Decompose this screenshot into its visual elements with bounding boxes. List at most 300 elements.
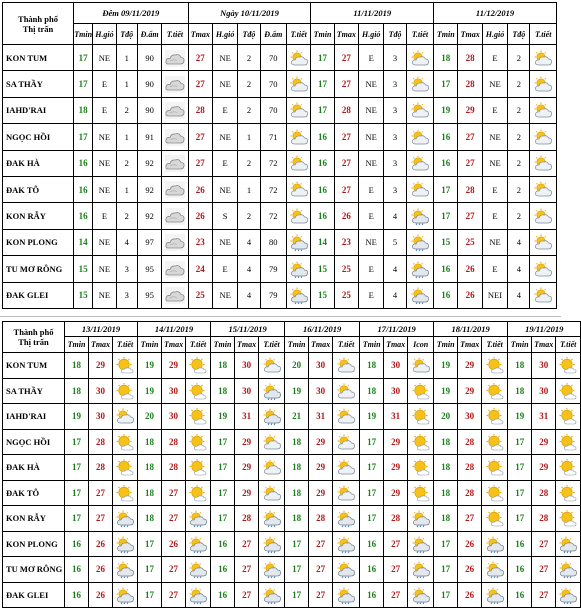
column-header: T.tiết	[286, 24, 310, 45]
group-date-header: 14/11/2019	[138, 322, 211, 337]
value-cell: 2	[116, 203, 137, 229]
value-cell: NE	[93, 176, 116, 202]
weather-icon-cell	[482, 429, 508, 455]
value-cell: 28	[458, 455, 482, 481]
value-cell: 26	[89, 531, 113, 557]
value-cell: 16	[74, 176, 93, 202]
value-cell: 29	[458, 353, 482, 379]
sunny-partly-cloudy-icon	[188, 357, 208, 374]
station-name: TU MƠ RÔNG	[3, 256, 74, 282]
sun-behind-cloud-icon	[533, 50, 553, 67]
forecast-table-2	[2, 321, 581, 608]
overcast-cloud-icon	[165, 76, 185, 93]
weather-icon-cell	[162, 203, 188, 229]
weather-icon-cell	[482, 353, 508, 379]
column-header: Tmin	[138, 337, 162, 353]
value-cell: 27	[162, 506, 186, 532]
column-header: T.tiết	[530, 24, 557, 45]
value-cell: 4	[384, 282, 406, 308]
sunny-partly-cloudy-icon	[485, 459, 505, 476]
value-cell: 3	[384, 45, 406, 71]
weather-icon-cell	[286, 150, 310, 176]
value-cell: NE	[212, 229, 237, 255]
value-cell: 95	[137, 282, 161, 308]
weather-icon-cell	[530, 229, 557, 255]
group-date-header: 13/11/2019	[65, 322, 138, 337]
value-cell: NE	[359, 97, 384, 123]
value-cell: 4	[384, 256, 406, 282]
sunny-partly-cloudy-icon	[558, 510, 578, 527]
sun-behind-cloud-icon	[410, 50, 430, 67]
group-date-header: Ngày 10/11/2019	[188, 3, 311, 24]
sun-cloud-rain-icon	[410, 234, 430, 251]
value-cell: 28	[458, 45, 482, 71]
value-cell: NE	[93, 45, 116, 71]
value-cell: NE	[212, 71, 237, 97]
value-cell: 30	[235, 353, 259, 379]
value-cell: 25	[334, 256, 358, 282]
sun-behind-cloud-icon	[262, 485, 282, 502]
sun-behind-cloud-icon	[410, 155, 430, 172]
value-cell: NE	[212, 176, 237, 202]
sun-behind-cloud-icon	[533, 76, 553, 93]
column-header: Tđộ	[384, 24, 406, 45]
value-cell: 18	[434, 429, 458, 455]
weather-icon-cell	[333, 480, 360, 506]
value-cell: 1	[116, 71, 137, 97]
sunny-partly-cloudy-icon	[188, 485, 208, 502]
value-cell: 16	[508, 557, 532, 583]
sun-cloud-rain-icon	[336, 536, 356, 553]
column-header: H.gió	[359, 24, 384, 45]
weather-icon-cell	[186, 378, 211, 404]
group-date-header: 15/11/2019	[211, 322, 285, 337]
value-cell: 1	[116, 176, 137, 202]
value-cell: E	[359, 45, 384, 71]
weather-icon-cell	[113, 531, 138, 557]
value-cell: 30	[458, 404, 482, 430]
value-cell: 3	[384, 97, 406, 123]
table-row	[3, 97, 557, 123]
value-cell: NE	[212, 282, 237, 308]
sunny-partly-cloudy-icon	[411, 434, 431, 451]
sun-behind-cloud-icon	[289, 76, 309, 93]
value-cell: 17	[434, 582, 458, 608]
value-cell: 27	[384, 531, 408, 557]
value-cell: E	[482, 97, 507, 123]
value-cell: 2	[508, 203, 530, 229]
station-name: NGỌC HỒI	[3, 124, 74, 150]
value-cell: 18	[65, 378, 89, 404]
column-header: Tmin	[434, 24, 458, 45]
table-row	[3, 71, 557, 97]
sun-behind-cloud-icon	[262, 459, 282, 476]
value-cell: 17	[285, 557, 309, 583]
sun-behind-cloud-icon	[289, 181, 309, 198]
weather-icon-cell	[530, 256, 557, 282]
value-cell: 16	[434, 282, 458, 308]
weather-icon-cell	[530, 203, 557, 229]
value-cell: 20	[434, 404, 458, 430]
weather-icon-cell	[406, 97, 433, 123]
weather-icon-cell	[408, 480, 434, 506]
sunny-partly-cloudy-icon	[115, 383, 135, 400]
weather-icon-cell	[113, 480, 138, 506]
column-header: Tđộ	[508, 24, 530, 45]
station-name: ĐAK TÔ	[3, 176, 74, 202]
value-cell: 20	[285, 353, 309, 379]
value-cell: 79	[260, 282, 286, 308]
column-header: T.tiết	[259, 337, 285, 353]
overcast-cloud-icon	[165, 155, 185, 172]
value-cell: 30	[384, 378, 408, 404]
column-header: Tmax	[532, 337, 556, 353]
sun-cloud-rain-icon	[485, 561, 505, 578]
weather-icon-cell	[556, 455, 581, 481]
weather-icon-cell	[556, 506, 581, 532]
column-header: Tmax	[334, 24, 358, 45]
sunny-partly-cloudy-icon	[115, 459, 135, 476]
weather-icon-cell	[162, 71, 188, 97]
value-cell: NEI	[482, 282, 507, 308]
value-cell: 18	[285, 506, 309, 532]
value-cell: 27	[458, 506, 482, 532]
sun-cloud-rain-icon	[262, 510, 282, 527]
value-cell: 1	[116, 45, 137, 71]
value-cell: 28	[89, 455, 113, 481]
value-cell: 28	[532, 480, 556, 506]
value-cell: E	[482, 176, 507, 202]
corner-header: Thành phố Thị trấn	[3, 322, 65, 353]
value-cell: 70	[260, 71, 286, 97]
sun-behind-cloud-icon	[411, 357, 431, 374]
column-header: Tmin	[285, 337, 309, 353]
value-cell: 28	[384, 506, 408, 532]
weather-icon-cell	[259, 582, 285, 608]
sunny-partly-cloudy-icon	[558, 357, 578, 374]
value-cell: 4	[508, 256, 530, 282]
sunny-partly-cloudy-icon	[188, 383, 208, 400]
overcast-cloud-icon	[165, 102, 185, 119]
value-cell: 21	[285, 404, 309, 430]
value-cell: 30	[162, 404, 186, 430]
value-cell: 27	[235, 531, 259, 557]
value-cell: 26	[458, 582, 482, 608]
weather-icon-cell	[333, 506, 360, 532]
weather-icon-cell	[406, 229, 433, 255]
sun-behind-cloud-icon	[533, 155, 553, 172]
value-cell: 17	[434, 203, 458, 229]
sun-cloud-rain-icon	[262, 587, 282, 604]
overcast-cloud-icon	[165, 261, 185, 278]
value-cell: 17	[508, 455, 532, 481]
value-cell: 18	[434, 480, 458, 506]
weather-icon-cell	[113, 353, 138, 379]
overcast-cloud-icon	[165, 50, 185, 67]
value-cell: 71	[260, 124, 286, 150]
sunny-partly-cloudy-icon	[485, 434, 505, 451]
value-cell: 18	[74, 97, 93, 123]
sun-behind-cloud-icon	[410, 181, 430, 198]
value-cell: 30	[532, 378, 556, 404]
weather-icon-cell	[113, 506, 138, 532]
sunny-partly-cloudy-icon	[115, 485, 135, 502]
table-row	[3, 150, 557, 176]
value-cell: 27	[334, 124, 358, 150]
value-cell: 15	[311, 256, 334, 282]
value-cell: 2	[508, 71, 530, 97]
table-row	[3, 506, 581, 532]
value-cell: 95	[137, 256, 161, 282]
overcast-cloud-icon	[165, 234, 185, 251]
value-cell: 91	[137, 124, 161, 150]
sunny-partly-cloudy-icon	[188, 434, 208, 451]
value-cell: 27	[532, 531, 556, 557]
value-cell: 17	[434, 176, 458, 202]
station-name: ĐAK HÀ	[3, 455, 65, 481]
sunny-partly-cloudy-icon	[485, 357, 505, 374]
table-row	[3, 353, 581, 379]
value-cell: 17	[138, 531, 162, 557]
weather-icon-cell	[406, 282, 433, 308]
value-cell: 26	[458, 282, 482, 308]
sun-behind-cloud-icon	[336, 459, 356, 476]
column-header: Tmin	[74, 24, 93, 45]
sun-behind-cloud-icon	[262, 357, 282, 374]
weather-icon-cell	[406, 71, 433, 97]
value-cell: E	[482, 256, 507, 282]
value-cell: 80	[260, 229, 286, 255]
value-cell: 27	[384, 557, 408, 583]
value-cell: 72	[260, 176, 286, 202]
table-row	[3, 124, 557, 150]
weather-icon-cell	[286, 203, 310, 229]
column-header: H.gió	[482, 24, 507, 45]
sun-cloud-rain-icon	[289, 261, 309, 278]
value-cell: 28	[162, 455, 186, 481]
column-header: Tmax	[162, 337, 186, 353]
value-cell: 24	[188, 256, 212, 282]
value-cell: 30	[162, 378, 186, 404]
value-cell: NE	[482, 150, 507, 176]
value-cell: 4	[238, 256, 260, 282]
value-cell: 29	[384, 480, 408, 506]
column-header: H.gió	[93, 24, 116, 45]
sun-cloud-rain-icon	[188, 587, 208, 604]
column-header: Tmax	[384, 337, 408, 353]
column-header: T.tiết	[162, 24, 188, 45]
value-cell: NE	[93, 256, 116, 282]
value-cell: NE	[93, 229, 116, 255]
sun-cloud-rain-icon	[410, 261, 430, 278]
sunny-partly-cloudy-icon	[485, 485, 505, 502]
value-cell: E	[359, 176, 384, 202]
table-row	[3, 557, 581, 583]
forecast-table-1	[2, 2, 557, 309]
value-cell: 17	[65, 429, 89, 455]
weather-icon-cell	[406, 45, 433, 71]
value-cell: 26	[188, 176, 212, 202]
value-cell: 16	[360, 531, 384, 557]
value-cell: 1	[238, 176, 260, 202]
station-name: KON TUM	[3, 45, 74, 71]
value-cell: 28	[334, 97, 358, 123]
sun-behind-cloud-icon	[289, 208, 309, 225]
column-header: Đ.ẩm	[260, 24, 286, 45]
value-cell: 90	[137, 71, 161, 97]
sunny-partly-cloudy-icon	[558, 459, 578, 476]
weather-icon-cell	[186, 480, 211, 506]
value-cell: 16	[311, 203, 334, 229]
value-cell: 26	[458, 531, 482, 557]
sun-behind-cloud-icon	[533, 129, 553, 146]
value-cell: 17	[211, 506, 235, 532]
value-cell: 17	[211, 429, 235, 455]
sunny-partly-cloudy-icon	[558, 383, 578, 400]
value-cell: NE	[359, 71, 384, 97]
sunny-partly-cloudy-icon	[411, 459, 431, 476]
weather-icon-cell	[406, 150, 433, 176]
weather-icon-cell	[408, 378, 434, 404]
weather-icon-cell	[259, 429, 285, 455]
weather-icon-cell	[186, 429, 211, 455]
station-name: KON RẪY	[3, 203, 74, 229]
weather-icon-cell	[408, 582, 434, 608]
value-cell: 18	[65, 353, 89, 379]
value-cell: 30	[309, 378, 333, 404]
value-cell: 27	[309, 557, 333, 583]
value-cell: 16	[211, 531, 235, 557]
corner-header: Thành phố Thị trấn	[3, 3, 74, 45]
weather-icon-cell	[162, 229, 188, 255]
weather-icon-cell	[556, 582, 581, 608]
value-cell: 28	[458, 176, 482, 202]
value-cell: 27	[188, 45, 212, 71]
value-cell: 30	[309, 353, 333, 379]
value-cell: 28	[309, 506, 333, 532]
sun-behind-cloud-icon	[533, 181, 553, 198]
value-cell: 20	[138, 404, 162, 430]
weather-icon-cell	[406, 124, 433, 150]
weather-icon-cell	[186, 582, 211, 608]
value-cell: 5	[384, 229, 406, 255]
column-header: Tmax	[458, 337, 482, 353]
value-cell: NE	[93, 124, 116, 150]
weather-icon-cell	[162, 282, 188, 308]
value-cell: 90	[137, 97, 161, 123]
value-cell: E	[212, 97, 237, 123]
weather-icon-cell	[556, 404, 581, 430]
sun-cloud-rain-icon	[262, 561, 282, 578]
column-header: T.tiết	[333, 337, 360, 353]
value-cell: 17	[434, 557, 458, 583]
sun-cloud-rain-icon	[410, 208, 430, 225]
value-cell: 30	[235, 378, 259, 404]
value-cell: 2	[508, 176, 530, 202]
weather-icon-cell	[530, 176, 557, 202]
value-cell: 28	[89, 429, 113, 455]
value-cell: 31	[235, 404, 259, 430]
value-cell: 4	[238, 282, 260, 308]
table-row	[3, 378, 581, 404]
value-cell: NE	[482, 71, 507, 97]
value-cell: 29	[532, 455, 556, 481]
table-row	[3, 256, 557, 282]
value-cell: 17	[434, 71, 458, 97]
value-cell: 19	[434, 353, 458, 379]
value-cell: 3	[384, 124, 406, 150]
weather-icon-cell	[406, 203, 433, 229]
value-cell: 4	[508, 229, 530, 255]
group-date-header: 11/11/2019	[311, 3, 434, 24]
value-cell: 27	[458, 203, 482, 229]
value-cell: 19	[285, 378, 309, 404]
table-row	[3, 582, 581, 608]
weather-icon-cell	[482, 455, 508, 481]
weather-icon-cell	[333, 531, 360, 557]
sun-cloud-rain-icon	[115, 587, 135, 604]
weather-icon-cell	[556, 378, 581, 404]
value-cell: 18	[285, 429, 309, 455]
sun-behind-cloud-icon	[410, 76, 430, 93]
value-cell: 27	[89, 506, 113, 532]
weather-icon-cell	[333, 582, 360, 608]
sun-behind-cloud-icon	[336, 434, 356, 451]
sunny-partly-cloudy-icon	[411, 383, 431, 400]
value-cell: 29	[384, 455, 408, 481]
sun-cloud-rain-icon	[188, 536, 208, 553]
value-cell: E	[212, 150, 237, 176]
sunny-partly-cloudy-icon	[188, 408, 208, 425]
value-cell: 17	[311, 97, 334, 123]
value-cell: 26	[188, 203, 212, 229]
value-cell: 4	[508, 282, 530, 308]
column-header: T.tiết	[406, 24, 433, 45]
value-cell: 17	[285, 582, 309, 608]
sun-cloud-rain-icon	[188, 561, 208, 578]
value-cell: 2	[508, 45, 530, 71]
station-name: ĐAK HÀ	[3, 150, 74, 176]
value-cell: 18	[285, 480, 309, 506]
column-header: Tmin	[360, 337, 384, 353]
group-date-header: 17/11/2019	[360, 322, 434, 337]
value-cell: 16	[508, 582, 532, 608]
value-cell: 2	[116, 97, 137, 123]
value-cell: 18	[508, 378, 532, 404]
weather-icon-cell	[482, 480, 508, 506]
value-cell: NE	[359, 150, 384, 176]
weather-icon-cell	[333, 429, 360, 455]
value-cell: 17	[74, 124, 93, 150]
weather-icon-cell	[482, 404, 508, 430]
value-cell: 28	[458, 429, 482, 455]
value-cell: 17	[508, 480, 532, 506]
value-cell: 17	[138, 557, 162, 583]
station-name: SA THẦY	[3, 71, 74, 97]
value-cell: 19	[434, 97, 458, 123]
sun-behind-cloud-icon	[262, 434, 282, 451]
value-cell: 29	[235, 480, 259, 506]
value-cell: 18	[138, 506, 162, 532]
weather-icon-cell	[259, 557, 285, 583]
station-name: KON PLONG	[3, 229, 74, 255]
value-cell: 27	[384, 582, 408, 608]
value-cell: 27	[235, 582, 259, 608]
value-cell: 70	[260, 45, 286, 71]
value-cell: 3	[116, 256, 137, 282]
value-cell: 27	[309, 531, 333, 557]
value-cell: 28	[532, 506, 556, 532]
